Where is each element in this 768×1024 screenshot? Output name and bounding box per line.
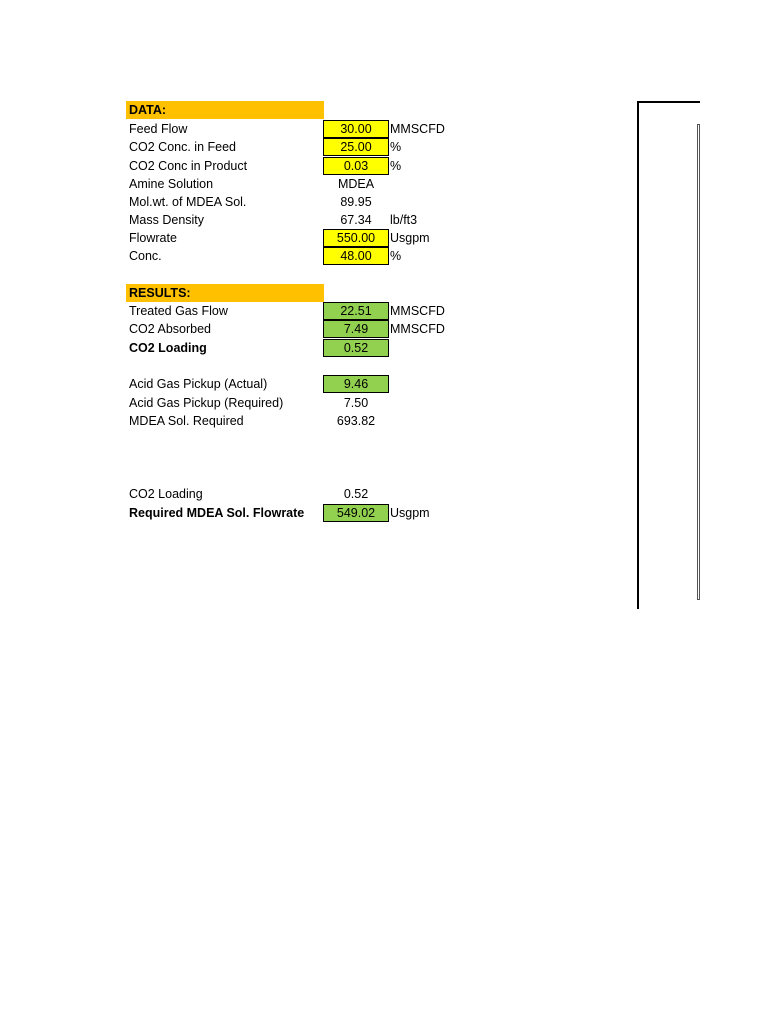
co2-loading-label: CO2 Loading [129,341,207,355]
data-header-label: DATA: [129,103,167,117]
co2-conc-feed-input[interactable]: 25.00 [323,138,389,156]
required-mdea-flowrate-unit: Usgpm [390,506,430,520]
mol-wt-value: 89.95 [340,195,372,209]
row-mol-wt [0,193,768,211]
row-conc [0,247,768,265]
drawing-frame-inner-bar [697,124,700,600]
required-mdea-flowrate-value[interactable]: 549.02 [323,504,389,522]
acid-gas-pickup-actual-label: Acid Gas Pickup (Actual) [129,377,268,391]
row-mdea-sol-required [0,412,768,430]
mass-density-unit: lb/ft3 [390,213,418,227]
acid-gas-pickup-required-value: 7.50 [343,396,369,410]
flowrate-label: Flowrate [129,231,177,245]
required-mdea-flowrate-label: Required MDEA Sol. Flowrate [129,506,305,520]
co2-absorbed-unit: MMSCFD [390,322,445,336]
row-final-co2-loading [0,485,768,503]
row-co2-loading [0,339,768,357]
treated-gas-flow-value[interactable]: 22.51 [323,302,389,320]
acid-gas-pickup-required-label: Acid Gas Pickup (Required) [129,396,284,410]
mdea-sol-required-value: 693.82 [336,414,376,428]
mol-wt-label: Mol.wt. of MDEA Sol. [129,195,247,209]
amine-solution-value: MDEA [337,177,375,191]
treated-gas-flow-label: Treated Gas Flow [129,304,228,318]
results-header-label: RESULTS: [129,286,191,300]
feed-flow-label: Feed Flow [129,122,188,136]
acid-gas-pickup-actual-value[interactable]: 9.46 [323,375,389,393]
co2-conc-product-unit: % [390,159,402,173]
conc-input[interactable]: 48.00 [323,247,389,265]
co2-conc-feed-unit: % [390,140,402,154]
row-acid-gas-pickup-actual [0,375,768,393]
feed-flow-input[interactable]: 30.00 [323,120,389,138]
row-co2-conc-product [0,157,768,175]
row-required-mdea-flowrate [0,504,768,522]
treated-gas-flow-unit: MMSCFD [390,304,445,318]
results-header [126,284,324,302]
conc-unit: % [390,249,402,263]
row-amine-solution [0,175,768,193]
row-mass-density [0,211,768,229]
row-co2-absorbed [0,320,768,338]
final-co2-loading-value: 0.52 [343,487,369,501]
amine-solution-label: Amine Solution [129,177,214,191]
mass-density-value: 67.34 [340,213,372,227]
mass-density-label: Mass Density [129,213,205,227]
final-co2-loading-label: CO2 Loading [129,487,203,501]
mdea-sol-required-label: MDEA Sol. Required [129,414,244,428]
row-co2-conc-feed [0,138,768,156]
co2-loading-value[interactable]: 0.52 [323,339,389,357]
data-header [126,101,324,119]
conc-label: Conc. [129,249,162,263]
row-feed-flow [0,120,768,138]
co2-conc-feed-label: CO2 Conc. in Feed [129,140,236,154]
flowrate-unit: Usgpm [390,231,430,245]
co2-conc-product-input[interactable]: 0.03 [323,157,389,175]
row-flowrate [0,229,768,247]
row-treated-gas-flow [0,302,768,320]
co2-absorbed-label: CO2 Absorbed [129,322,211,336]
feed-flow-unit: MMSCFD [390,122,445,136]
drawing-frame-left-border [637,101,639,609]
co2-absorbed-value[interactable]: 7.49 [323,320,389,338]
row-acid-gas-pickup-required [0,394,768,412]
drawing-frame-top-border [638,101,700,103]
flowrate-input[interactable]: 550.00 [323,229,389,247]
co2-conc-product-label: CO2 Conc in Product [129,159,248,173]
